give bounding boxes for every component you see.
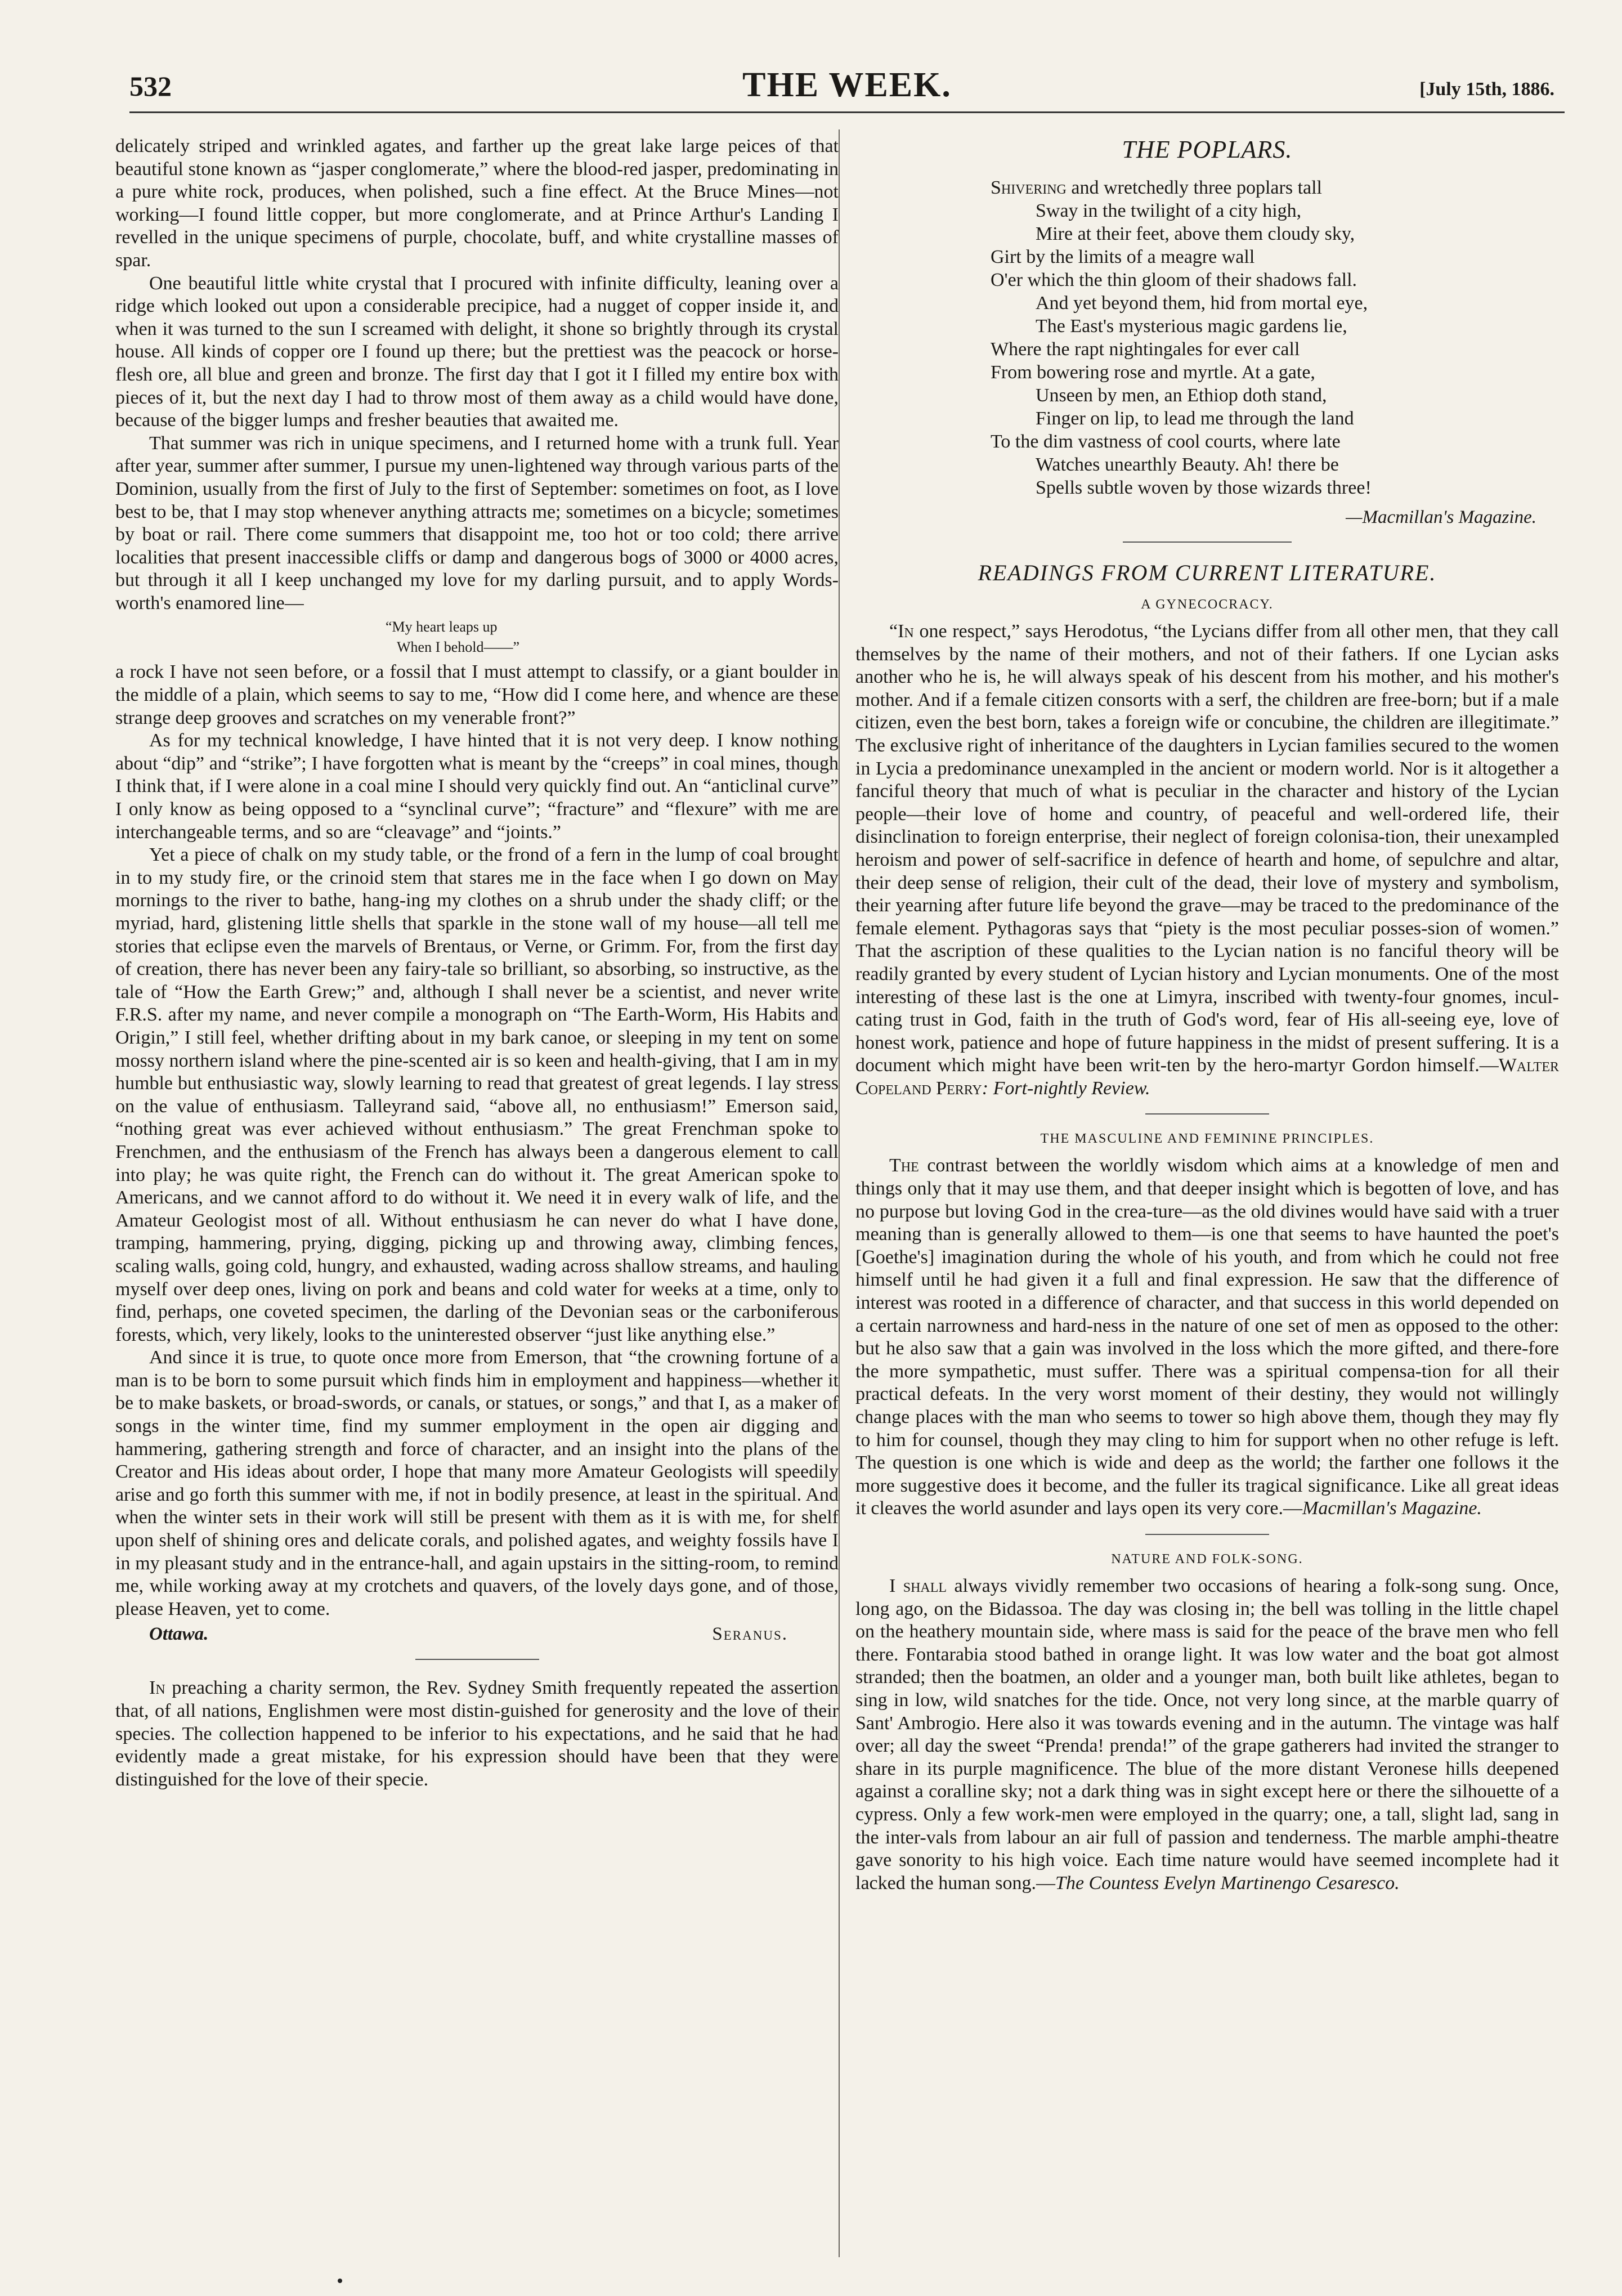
poem-line: Sway in the twilight of a city high, — [1036, 200, 1302, 221]
dropcap-word: The — [889, 1155, 919, 1176]
body-paragraph: a rock I have not seen before, or a fossil that I must attempt to classify, or a giant boulder in the middle of a plain, which seems to say to me, “How did I come here, and whence are these strange deep grooves and scratches on my venerable front?” — [115, 661, 839, 728]
poem-line: Where the rapt nightingales for ever call — [991, 339, 1300, 360]
poem-line: From bowering rose and myrtle. At a gate, — [991, 362, 1315, 383]
article-heading: NATURE AND FOLK-SONG. — [1111, 1551, 1303, 1567]
body-paragraph: One beautiful little white crystal that I procured with infinite difficulty, leaning over a ridge which looked out upon a considerable precipice, had a nugget of copper inside it, and when it was turned to the sun I screamed with delight, it shone so brightly through its crystal house. All kinds of copper ore I found up there; but the prettiest was the peacock or horse-flesh ore, all blue and green and bronze. The first day that I got it I filled my entire box with pieces of it, but the next day I had to throw most of them away as a child would have done, because of the bigger lumps and fresher beauties that awaited me. — [115, 272, 839, 431]
article-source: : Fort-nightly Review. — [982, 1077, 1150, 1099]
article-heading: A GYNECOCRACY. — [1141, 597, 1274, 612]
article-paragraph — [855, 1154, 1559, 1520]
article-source: The Countess Evelyn Martinengo Cesaresco. — [1055, 1872, 1400, 1894]
dropcap-word: In — [149, 1677, 165, 1699]
poem-line: Unseen by men, an Ethiop doth stand, — [1036, 385, 1327, 406]
poem-first-word: Shivering — [991, 177, 1067, 198]
page-header — [129, 63, 1565, 125]
body-paragraph: delicately striped and wrinkled agates, and farther up the great lake large peices of that beautiful stone known as “jasper conglomerate,” where the blood-red jasper, predominating in a pure white rock, produces, when polished, such a fine effect. At the Bruce Mines—not working—I found little copper, but more conglomerate, and at Prince Arthur's Landing I revelled in the unique specimens of purple, chocolate, buff, and white crystalline masses of spar. — [115, 136, 839, 271]
dropcap-word: “In — [889, 621, 914, 642]
separator-rule — [415, 1659, 539, 1660]
poem-line: O'er which the thin gloom of their shadows fall. — [991, 270, 1357, 290]
poem-line: Mire at their feet, above them cloudy sky, — [1036, 223, 1355, 244]
body-paragraph: Yet a piece of chalk on my study table, or the frond of a fern in the lump of coal brought in to my study fire, or the crinoid stem that stares me in the face when I go down on May mornings to the river to bathe, hang-ing my clothes on a shrub under the shady cliff; or the myriad, hard, glistening little shells that sparkle in the stone wall of my house—all tell me stories that eclipse even the marvels of Brentaus, or Verne, or Grimm. For, from the first day of creation, there has never been any fairy-tale so brilliant, so absorbing, so instructive, as the tale of “How the Earth Grew;” and, although I shall never be a scientist, and never write F.R.S. after my name, and never compile a monograph on “The Earth-Worm, His Habits and Origin,” I still feel, whether drifting about in my bark canoe, or sleeping in my tent on some mossy northern island where the pine-scented air is so keen and health-giving, that I am in my humble but enthusiastic way, slowly learning to read that greatest of great legends. I lay stress on the value of enthusiasm. Talleyrand said, “above all, no enthusiasm!” Emerson said, “nothing great was ever achieved without enthusiasm.” The great Frenchman spoke to Frenchmen, and the enthusiasm of the French has always been a dangerous element to call into play; he was quite right, the French can do without it. The great American spoke to Americans, and we cannot afford to do without it. We need it in every walk of life, and the Amateur Geologist most of all. Without enthusiasm he can never do what I have done, tramping, hammering, prying, digging, picking up and throwing away, climbing fences, scaling walls, going cold, hungry, and exhausted, wading across shallow streams, and hauling myself over deep ones, living on pork and beans and cold water for weeks at a time, only to find, perhaps, one coveted specimen, the darling of the Devonian seas or the carboniferous forests, which, very likely, looks to the uninterested observer “just like anything else.” — [115, 844, 839, 1345]
anecdote-text: preaching a charity sermon, the Rev. Sydney Smith frequently repeated the assertion that, of all nations, Englishmen were most distin-guished for generosity and the love of their species. The collection happened to be inferior to his expectations, and he said that he had evidently made a great mistake, for his expression should have been that they were distinguished for the love of their specie. — [115, 1677, 839, 1790]
newspaper-title: THE WEEK. — [742, 66, 952, 104]
article-signoff — [115, 1623, 839, 1645]
poem-line: Finger on lip, to lead me through the land — [1036, 408, 1354, 429]
poem-line: To the dim vastness of cool courts, where late — [991, 431, 1341, 452]
article-source: Macmillan's Magazine. — [1302, 1498, 1482, 1519]
poem — [855, 176, 1559, 499]
poem-line: Watches unearthly Beauty. Ah! there be — [1036, 454, 1339, 475]
issue-date: [July 15th, 1886. — [1419, 79, 1554, 100]
left-column — [115, 135, 839, 1791]
ink-speck — [338, 2279, 342, 2283]
body-paragraph: And since it is true, to quote once more from Emerson, that “the crowning fortune of a man is to be born to some pursuit which finds him in employment and happiness—whether it be to make baskets, or broad-swords, or canals, or statues, or songs,” and that I, as a maker of songs in the winter time, find my summer employment in the open air digging and hammering, gathering strength and force of character, and an insight into the plans of the Creator and His ideas about order, I hope that many more Amateur Geologists will speedily arise and go forth this summer with me, if not in bodily presence, at least in the spiritual. And when the winter sets in their work will still be present with them as it is with me, for shelf upon shelf of shining ores and delicate corals, and polished agates, and weighty fossils have I in my pleasant study and in the entrance-hall, and again upstairs in the sitting-room, to remind me, while working away at my crotchets and quavers, of the lovely days gone, and of those, please Heaven, yet to come. — [115, 1347, 839, 1619]
poem-line: And yet beyond them, hid from mortal eye, — [1036, 293, 1368, 314]
author-signature: Seranus. — [712, 1624, 788, 1645]
article-heading: THE MASCULINE AND FEMININE PRINCIPLES. — [1040, 1131, 1374, 1147]
right-column — [839, 135, 1559, 1895]
quote-line: “My heart leaps up — [386, 619, 498, 635]
article-author: Walter Copeland Perry — [855, 1055, 1559, 1099]
body-paragraph: That summer was rich in unique specimens, and I returned home with a trunk full. Year after year, summer after summer, I pursue my unen-lightened way through various parts of the Dominion, usually from the first of July to the first of September: sometimes on foot, as I love best to be, that I may stop whenever anything attracts me; sometimes on a bicycle; sometimes by boat or rail. There come summers that disappoint me, too hot or too cold; there arrive localities that present inaccessible cliffs or damp and dangerous bogs of 3000 or 4000 acres, but through it all I keep unchanged my love for my darling pursuit, and to apply Words-worth's enamored line— — [115, 432, 839, 614]
separator-rule — [1145, 1113, 1269, 1115]
anecdote-paragraph — [115, 1677, 839, 1791]
header-rule — [129, 111, 1565, 113]
article-text: always vividly remember two occasions of hearing a folk-song sung. Once, long ago, on the Bidassoa. The day was closing in; the bell was tolling in the little chapel on the heathery mountain side, where mass is said for the peace of the brave men who fell there. Fontarabia stood bathed in orange light. It was low water and the boat got almost stranded; then the boatmen, an older and a younger man, both built like athletes, began to sing in low, wild snatches for the tide. Once, not very long since, at the marble quarry of Sant' Ambrogio. Here also it was towards evening and in the autumn. The vintage was half over; all day the sweet “Prenda! prenda!” of the grape gatherers had invited the stranger to share in its purple magnificence. The blue of the more distant Veronese hills deepened against a coralline sky; not a dark thing was in sight except here or there the silhouette of a cypress. Only a few work-men were employed in the quarry; one, a tall, slight lad, sang in the inter-vals from labour an air full of passion and tenderness. The marble amphi-theatre gave sonority to his high voice. Each time nature would have seemed incomplete had it lacked the human song.— — [855, 1575, 1559, 1894]
separator-rule — [1123, 541, 1292, 543]
poem-line: Spells subtle woven by those wizards three! — [1036, 477, 1372, 498]
quote-line: When I behold——” — [397, 639, 520, 656]
wordsworth-quote — [115, 617, 839, 657]
dropcap-word: I shall — [889, 1575, 947, 1596]
poem-line: The East's mysterious magic gardens lie, — [1036, 316, 1347, 337]
poem-line: Shivering and wretchedly three poplars tall — [991, 177, 1322, 198]
article-text: one respect,” says Herodotus, “the Lycians differ from all other men, that they call themselves by the name of their mothers, and not of their fathers. If one Lycian asks another who he is, he will always speak of his descent from his mother, and his mother's mother. And if a female citizen consorts with a serf, the children are free-born; but if a male citizen, even the best born, takes a foreign wife or concubine, the children are illegitimate.” The exclusive right of inheritance of the daughters in Lycian families secured to the women in Lycia a predominance unexampled in the ancient or modern world. Nor is it altogether a fanciful theory that much of what is peculiar in the character and history of the Lycian people—their love of home and country, of peaceful and well-ordered life, their disinclination to foreign enterprise, their neglect of foreign colonisa-tion, their unexampled heroism and power of self-sacrifice in defence of hearth and home, of sepulchre and altar, their deep sense of religion, their cult of the dead, their love of mystery and symbolism, their yearning after future life beyond the grave—may be traced to the predominance of the female element. Pythagoras says that “piety is the most peculiar posses-sion of women.” That the ascription of these qualities to the Lycian nation is no fanciful theory will be readily granted by every student of Lycian history and Lycian monuments. One of the most interesting of these last is the one at Limyra, inscribed with twenty-four gnomes, incul-cating trust in God, faith in the truth of God's word, fear of His all-seeing eye, love of honest work, patience and hope of future happiness in the midst of present suffering. It is a document which might have been writ-ten by the hero-martyr Gordon himself.— — [855, 621, 1559, 1076]
poem-line: Girt by the limits of a meagre wall — [991, 247, 1255, 267]
article-text: contrast between the worldly wisdom which aims at a knowledge of men and things only that it may use them, and that deeper insight which is begotten of love, and has no purpose but loving God in the crea-ture—as the old divines would have said with a truer meaning than is generally allowed to them—is one that seems to have haunted the poet's [Goethe's] imagination during the whole of his youth, and from which he could not free himself until he had given it a full and final expression. He saw that the difference of interest was rooted in a difference of character, and that success in this world depended on a certain narrowness and hard-ness in the nature of one set of men as opposed to the other: but he also saw that a gain was involved in the loss which the more gifted, and there-fore the more sympathetic, must suffer. There was a spiritual compensa-tion for all their practical defeats. In the very worst moment of their destiny, they would not willingly change places with the man who seems to tower so high above them, though they may fly to him for counsel, though they may cling to him for support when no other refuge is left. The question is one which is wide and deep as the world; the farther one follows it the more suggestive does it become, and the fuller its tragical significance. Like all great ideas it cleaves the world asunder and lays open its very core.— — [855, 1155, 1559, 1519]
page-number: 532 — [129, 70, 172, 102]
section-title: READINGS FROM CURRENT LITERATURE. — [978, 560, 1437, 585]
article-paragraph — [855, 1575, 1559, 1895]
poem-title: THE POPLARS. — [1122, 136, 1293, 163]
poem-attribution: —Macmillan's Magazine. — [1346, 507, 1536, 527]
separator-rule — [1145, 1534, 1269, 1535]
body-paragraph: As for my technical knowledge, I have hinted that it is not very deep. I know nothing about “dip” and “strike”; I have forgotten what is meant by the “creeps” in coal mines, though I think that, if I were alone in a coal mine I should very quickly find out. An “anticlinal curve” I only know as being opposed to a “synclinal curve”; “fracture” and “flexure” with me are interchangeable terms, and so are “cleavage” and “joints.” — [115, 730, 839, 843]
dateline-place: Ottawa. — [149, 1624, 209, 1645]
article-paragraph — [855, 620, 1559, 1100]
